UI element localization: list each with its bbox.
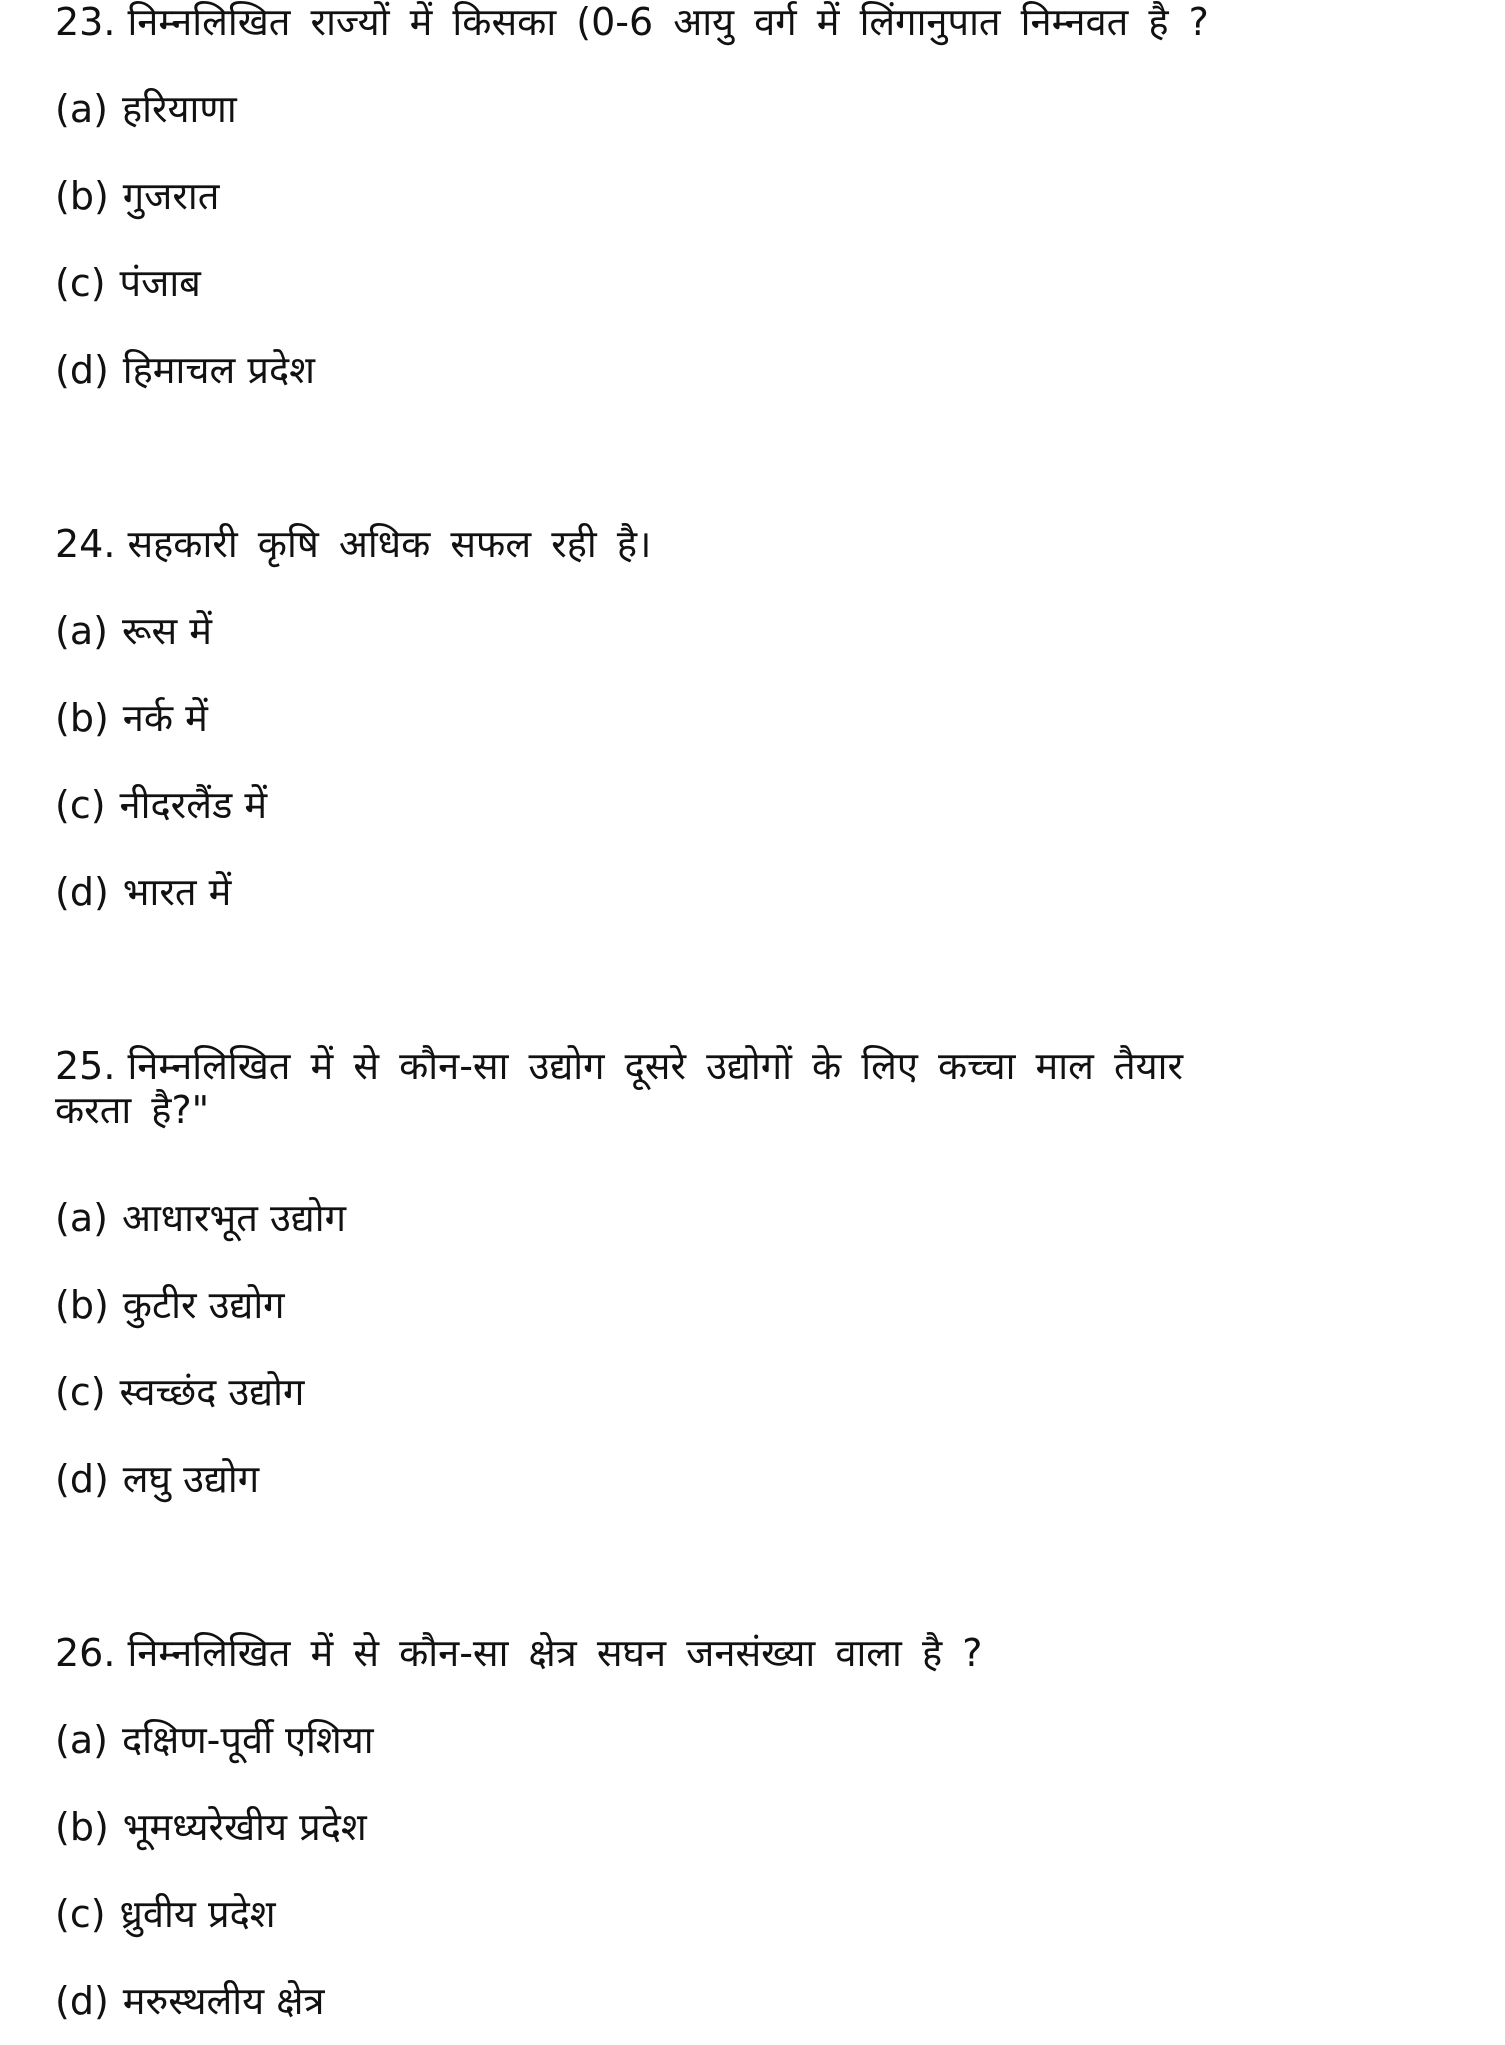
question-number: 26. bbox=[55, 1631, 116, 1675]
question-number: 23. bbox=[55, 0, 116, 44]
option-c: (c) नीदरलैंड में bbox=[55, 783, 268, 827]
question-number: 25. bbox=[55, 1044, 116, 1088]
question-26 bbox=[55, 1610, 1475, 2045]
option-d: (d) मरुस्थलीय क्षेत्र bbox=[55, 1979, 325, 2023]
option-a: (a) रूस में bbox=[55, 609, 212, 653]
option-a: (a) हरियाणा bbox=[55, 87, 237, 131]
question-24 bbox=[55, 501, 1475, 936]
option-b: (b) गुजरात bbox=[55, 174, 220, 218]
option-b: (b) नर्क में bbox=[55, 696, 208, 740]
option-c: (c) पंजाब bbox=[55, 261, 201, 305]
option-d: (d) हिमाचल प्रदेश bbox=[55, 348, 315, 392]
option-d: (d) भारत में bbox=[55, 870, 232, 914]
option-c: (c) ध्रुवीय प्रदेश bbox=[55, 1892, 276, 1936]
question-text-continued: करता है?" bbox=[55, 1088, 210, 1132]
option-b: (b) भूमध्यरेखीय प्रदेश bbox=[55, 1805, 367, 1849]
question-number: 24. bbox=[55, 522, 116, 566]
option-d: (d) लघु उद्योग bbox=[55, 1457, 260, 1501]
question-25 bbox=[55, 1023, 1475, 1523]
option-a: (a) दक्षिण-पूर्वी एशिया bbox=[55, 1718, 374, 1762]
question-23 bbox=[55, 0, 1475, 414]
option-c: (c) स्वच्छंद उद्योग bbox=[55, 1370, 305, 1414]
option-a: (a) आधारभूत उद्योग bbox=[55, 1196, 346, 1240]
question-sheet bbox=[55, 0, 1475, 2045]
question-text: 26. निम्नलिखित में से कौन-सा क्षेत्र सघन जनसंख्या वाला है ? bbox=[55, 1631, 983, 1675]
question-text: 23. निम्नलिखित राज्यों में किसका (0-6 आयु वर्ग में लिंगानुपात निम्नवत है ? bbox=[55, 0, 1209, 44]
question-text: 25. निम्नलिखित में से कौन-सा उद्योग दूसरे उद्योगों के लिए कच्चा माल तैयार bbox=[55, 1044, 1184, 1088]
option-b: (b) कुटीर उद्योग bbox=[55, 1283, 285, 1327]
question-text: 24. सहकारी कृषि अधिक सफल रही है। bbox=[55, 522, 652, 566]
